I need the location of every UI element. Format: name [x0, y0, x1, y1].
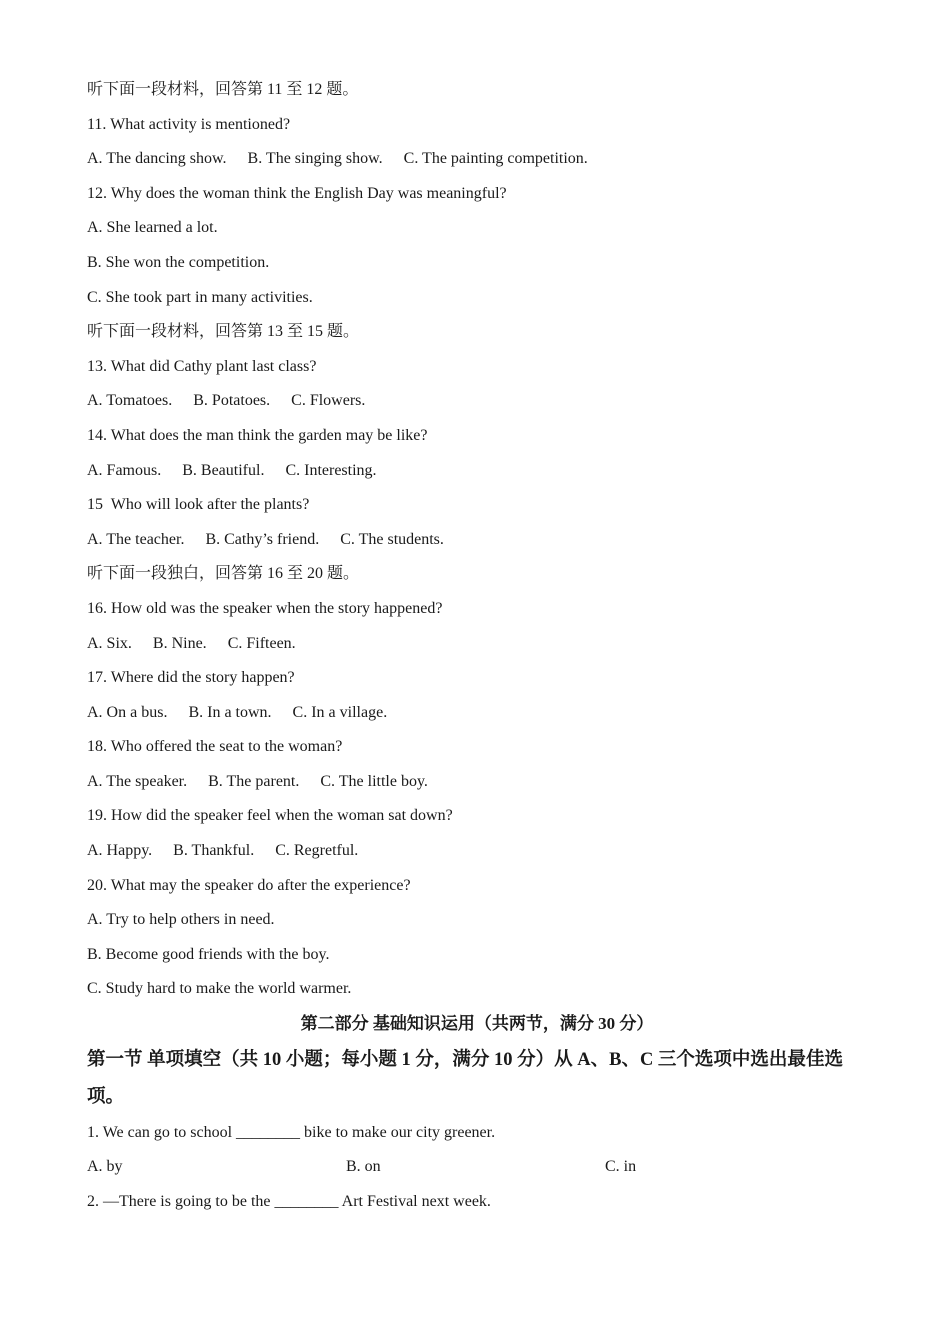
text-line: 2. —There is going to be the ________ Art Festival next week. [87, 1192, 491, 1210]
answer-option: C. The painting competition. [403, 150, 588, 168]
answer-option: B. Potatoes. [193, 392, 271, 410]
text-line: 听下面一段材料，回答第 13 至 15 题。 [87, 323, 360, 341]
text-line: 15 Who will look after the plants? [87, 496, 310, 514]
text-line: C. She took part in many activities. [87, 288, 313, 306]
answer-option: B. Cathy’s friend. [205, 530, 320, 548]
answer-option: C. The little boy. [320, 772, 428, 790]
answer-options [87, 627, 867, 662]
answer-option: A. The dancing show. [87, 150, 227, 168]
text-line: 听下面一段独白，回答第 16 至 20 题。 [87, 565, 360, 583]
text-line: 13. What did Cathy plant last class? [87, 357, 317, 375]
answer-option: A. On a bus. [87, 703, 168, 721]
answer-option: C. In a village. [292, 703, 388, 721]
text-line: A. She learned a lot. [87, 219, 218, 237]
answer-option: B. The singing show. [247, 150, 383, 168]
answer-option: B. on [346, 1158, 381, 1176]
answer-options [87, 142, 867, 177]
answer-options [87, 765, 867, 800]
text-line: 12. Why does the woman think the English Day was meaningful? [87, 184, 507, 202]
text-line: 11. What activity is mentioned? [87, 115, 291, 133]
answer-option: C. Interesting. [285, 461, 377, 479]
answer-options [87, 523, 867, 558]
answer-option: B. Thankful. [173, 842, 255, 860]
answer-option: B. The parent. [208, 772, 300, 790]
answer-option: A. Happy. [87, 842, 153, 860]
answer-option: A. The teacher. [87, 530, 185, 548]
answer-option: B. In a town. [188, 703, 272, 721]
answer-options [87, 384, 867, 419]
answer-option: C. in [605, 1158, 637, 1176]
answer-option: C. Fifteen. [227, 634, 296, 652]
answer-option: B. Beautiful. [182, 461, 265, 479]
answer-option: A. The speaker. [87, 772, 188, 790]
answer-option: A. by [87, 1158, 123, 1176]
answer-option: C. Flowers. [291, 392, 366, 410]
text-line: 18. Who offered the seat to the woman? [87, 738, 343, 756]
answer-option: C. Regretful. [275, 842, 359, 860]
text-line: 20. What may the speaker do after the experience? [87, 876, 411, 894]
answer-options [87, 834, 867, 869]
text-line: B. She won the competition. [87, 253, 270, 271]
text-line: B. Become good friends with the boy. [87, 945, 330, 963]
text-line: A. Try to help others in need. [87, 911, 275, 929]
section-instructions: 第一节 单项填空（共 10 小题；每小题 1 分，满分 10 分）从 A、B、C 三个选项中选出最佳选项。 [87, 1049, 843, 1107]
section-title: 第二部分 基础知识运用（共两节，满分 30 分） [300, 1014, 654, 1034]
document-page [87, 73, 867, 1219]
text-line: 14. What does the man think the garden may be like? [87, 426, 428, 444]
text-line: 听下面一段材料，回答第 11 至 12 题。 [87, 81, 359, 98]
answer-option: C. The students. [340, 530, 444, 548]
answer-options [87, 696, 867, 731]
answer-options [87, 1150, 867, 1185]
text-line: C. Study hard to make the world warmer. [87, 980, 352, 998]
text-line: 19. How did the speaker feel when the woman sat down? [87, 807, 453, 825]
answer-option: A. Six. [87, 634, 132, 652]
text-line: 16. How old was the speaker when the story happened? [87, 599, 443, 617]
answer-option: A. Tomatoes. [87, 392, 173, 410]
text-line: 1. We can go to school ________ bike to make our city greener. [87, 1123, 496, 1141]
answer-option: B. Nine. [152, 634, 207, 652]
text-line: 17. Where did the story happen? [87, 669, 295, 687]
answer-options [87, 454, 867, 489]
answer-option: A. Famous. [87, 461, 162, 479]
